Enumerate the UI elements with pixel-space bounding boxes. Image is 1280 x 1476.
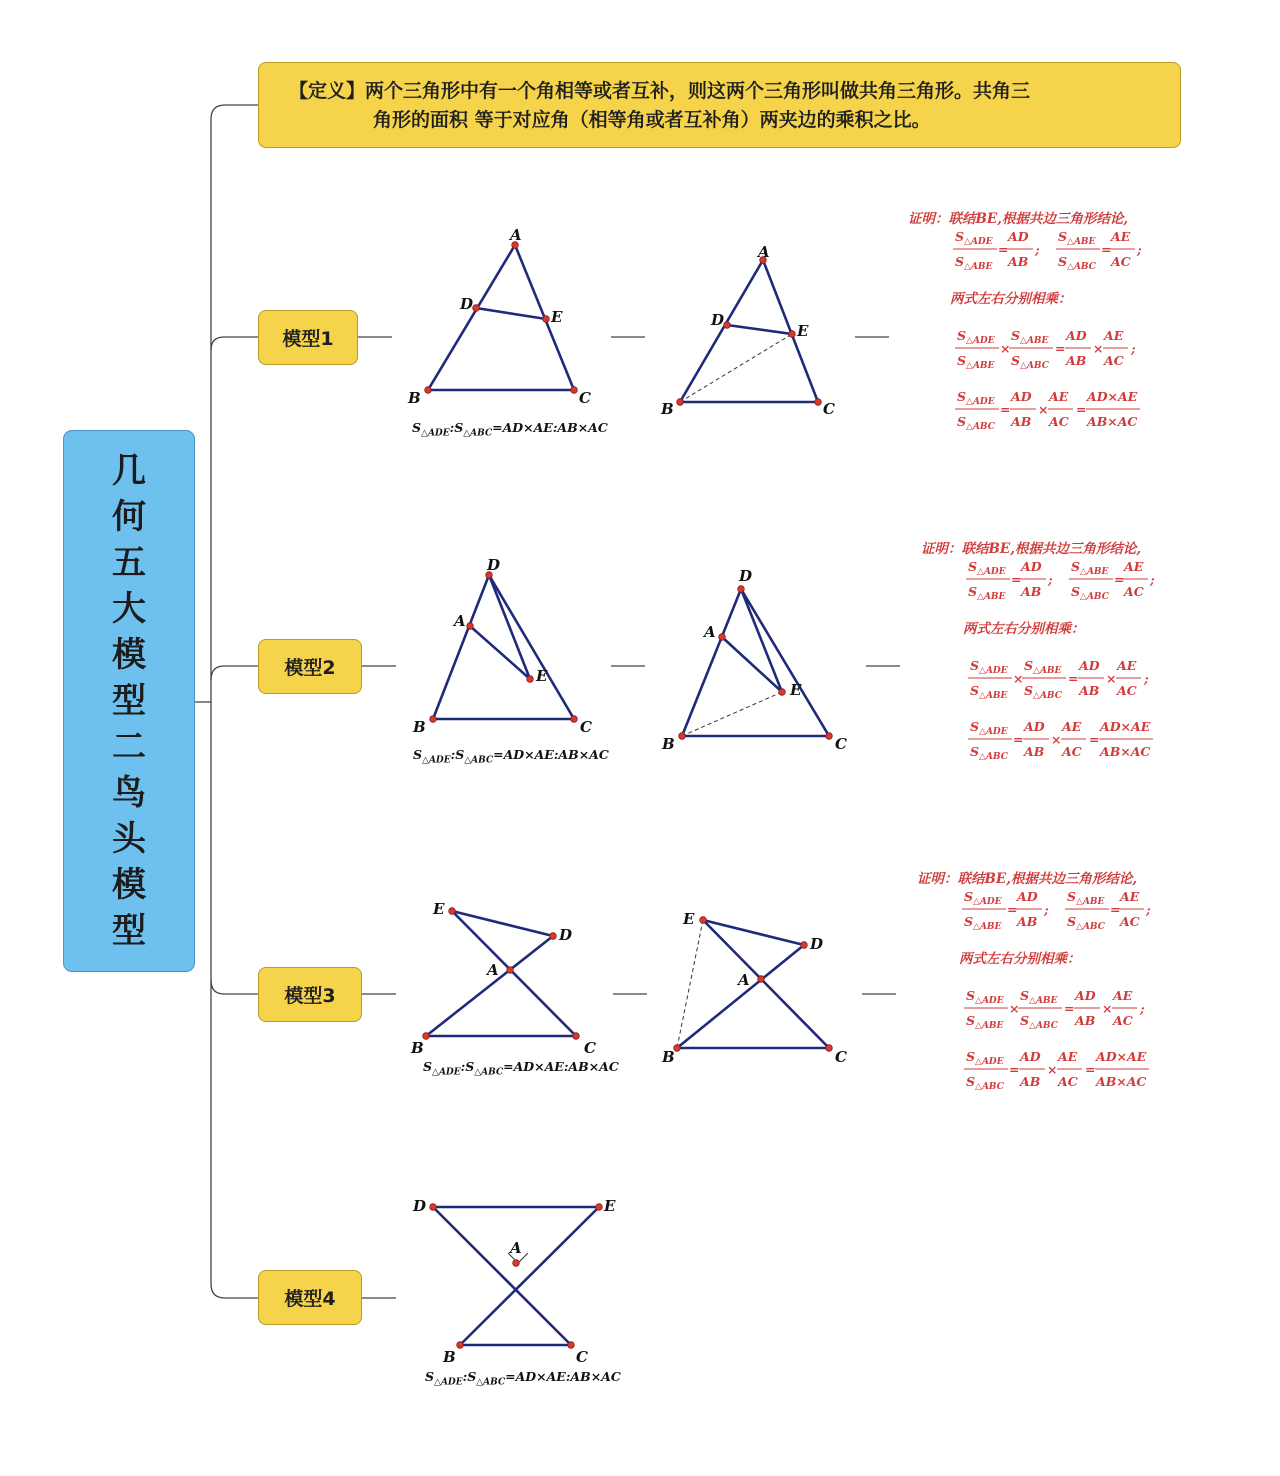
svg-text:S△ABE: $S_{\triangle ABE}$: [964, 914, 1002, 932]
svg-text:×: ×: [1102, 1001, 1113, 1016]
svg-text:S△ADE: $S_{\triangle ADE}$: [955, 229, 993, 247]
root-char: 型: [112, 911, 146, 951]
svg-text:AB: AB: [1020, 1074, 1041, 1089]
proof-intro: 证明：联结BE,根据共边三角形结论,: [921, 541, 1142, 557]
svg-text:=: =: [1114, 572, 1125, 587]
point-label: A: [758, 243, 770, 261]
svg-text:=: =: [1110, 902, 1121, 917]
svg-text:AB×AC: AB×AC: [1087, 414, 1138, 429]
svg-text:AD: AD: [1075, 988, 1096, 1003]
point-label: B: [443, 1348, 456, 1366]
svg-text:S△ABE: $S_{\triangle ABE}$: [1020, 988, 1058, 1006]
point-label: A: [510, 1239, 522, 1257]
svg-text:AB: AB: [1066, 353, 1087, 368]
root-topic[interactable]: [63, 430, 195, 972]
svg-text:AD: AD: [1017, 889, 1038, 904]
svg-text:S△ABE: $S_{\triangle ABE}$: [1058, 229, 1096, 247]
svg-text:=: =: [998, 242, 1009, 257]
svg-text:S△ADE: $S_{\triangle ADE}$: [957, 328, 995, 346]
model-2-node[interactable]: [258, 639, 362, 694]
model-1-formula: $S_{\triangle ADE}:S_{\triangle ABC}=AD\times AE:AB\times AC$: [412, 420, 608, 439]
point-label: C: [823, 400, 835, 418]
svg-text:×: ×: [1009, 1001, 1020, 1016]
point-label: E: [797, 322, 809, 340]
svg-text:S△ABE: $S_{\triangle ABE}$: [1067, 889, 1105, 907]
point-label: D: [559, 926, 573, 944]
point-label: D: [487, 556, 501, 574]
svg-text:AD: AD: [1021, 559, 1042, 574]
svg-text:S△ABC: $S_{\triangle ABC}$: [1067, 914, 1105, 932]
point-label: C: [580, 718, 592, 736]
point-label: B: [662, 735, 675, 753]
svg-text:×: ×: [1093, 341, 1104, 356]
svg-text:S△ABC: $S_{\triangle ABC}$: [970, 744, 1008, 762]
svg-text:S△ADE: $S_{\triangle ADE}$: [964, 889, 1002, 907]
proof-intro: 证明：联结BE,根据共边三角形结论,: [917, 871, 1138, 887]
svg-text:AD: AD: [1008, 229, 1029, 244]
point-label: E: [790, 681, 802, 699]
svg-text:=: =: [1068, 671, 1079, 686]
svg-text:S△ABE: $S_{\triangle ABE}$: [1011, 328, 1049, 346]
point-label: E: [683, 910, 695, 928]
svg-text:S△ADE: $S_{\triangle ADE}$: [966, 1049, 1004, 1067]
svg-text:S△ADE: $S_{\triangle ADE}$: [966, 988, 1004, 1006]
model-4-formula: $S_{\triangle ADE}:S_{\triangle ABC}=AD\times AE:AB\times AC$: [425, 1369, 621, 1388]
definition-topic[interactable]: [258, 62, 1181, 148]
model-4-node[interactable]: [258, 1270, 362, 1325]
svg-text:S△ABE: $S_{\triangle ABE}$: [1071, 559, 1109, 577]
svg-text:×: ×: [1106, 671, 1117, 686]
svg-text:=: =: [1009, 1062, 1020, 1077]
root-char: 型: [112, 681, 146, 721]
svg-text:AB: AB: [1024, 744, 1045, 759]
svg-text:AC: AC: [1117, 683, 1137, 698]
svg-text:S△ABC: $S_{\triangle ABC}$: [957, 414, 995, 432]
model-3-node[interactable]: [258, 967, 362, 1022]
svg-text:;: ;: [1146, 902, 1151, 917]
root-char: 模: [112, 865, 146, 905]
svg-text:=: =: [1089, 732, 1100, 747]
svg-text:;: ;: [1044, 902, 1049, 917]
model-2-figure: [400, 555, 610, 740]
svg-text:AE: AE: [1062, 719, 1082, 734]
svg-text:AD: AD: [1079, 658, 1100, 673]
svg-text:AB×AC: AB×AC: [1096, 1074, 1147, 1089]
model-2-figure-proof: [655, 565, 865, 755]
model-label: 模型4: [284, 1288, 336, 1310]
svg-text:=: =: [1013, 732, 1024, 747]
svg-text:AD×AE: AD×AE: [1100, 719, 1151, 734]
svg-text:AC: AC: [1104, 353, 1124, 368]
svg-text:AD: AD: [1066, 328, 1087, 343]
point-label: E: [536, 667, 548, 685]
point-label: B: [408, 389, 421, 407]
root-char: 二: [112, 727, 146, 767]
svg-text:AB: AB: [1021, 584, 1042, 599]
root-char: 几: [112, 451, 146, 491]
root-char: 模: [112, 635, 146, 675]
point-label: D: [711, 311, 725, 329]
svg-text:S△ABE: $S_{\triangle ABE}$: [957, 353, 995, 371]
svg-text:S△ABC: $S_{\triangle ABC}$: [1011, 353, 1049, 371]
point-label: A: [487, 961, 499, 979]
svg-text:S△ABE: $S_{\triangle ABE}$: [970, 683, 1008, 701]
svg-text:;: ;: [1048, 572, 1053, 587]
model-label: 模型2: [284, 657, 336, 679]
root-char: 头: [112, 819, 146, 859]
model-2-formula: $S_{\triangle ADE}:S_{\triangle ABC}=AD\times AE:AB\times AC$: [413, 747, 609, 766]
svg-text:S△ABC: $S_{\triangle ABC}$: [1058, 254, 1096, 272]
definition-line-1: 【定义】两个三角形中有一个角相等或者互补，则这两个三角形叫做共角三角形。共角三: [289, 80, 1031, 102]
point-label: C: [835, 735, 847, 753]
model-3-formula: $S_{\triangle ADE}:S_{\triangle ABC}=AD\times AE:AB\times AC$: [423, 1059, 619, 1078]
svg-text:AC: AC: [1120, 914, 1140, 929]
svg-text:S△ADE: $S_{\triangle ADE}$: [957, 389, 995, 407]
point-label: B: [662, 1048, 675, 1066]
model-label: 模型1: [282, 328, 334, 350]
model-2-proof: [918, 535, 1178, 765]
point-label: C: [576, 1348, 588, 1366]
svg-text:×: ×: [1047, 1062, 1058, 1077]
svg-text:AC: AC: [1062, 744, 1082, 759]
svg-text:×: ×: [1051, 732, 1062, 747]
svg-text:;: ;: [1035, 242, 1040, 257]
svg-text:AC: AC: [1058, 1074, 1078, 1089]
point-label: E: [433, 900, 445, 918]
svg-text:S△ADE: $S_{\triangle ADE}$: [970, 658, 1008, 676]
model-label: 模型3: [284, 985, 336, 1007]
svg-text:S△ABE: $S_{\triangle ABE}$: [966, 1013, 1004, 1031]
svg-text:AB×AC: AB×AC: [1100, 744, 1151, 759]
proof-step: 两式左右分别相乘：: [959, 951, 1081, 967]
point-label: A: [454, 612, 466, 630]
root-char: 何: [112, 497, 146, 537]
svg-text:;: ;: [1131, 341, 1136, 356]
svg-text:AD×AE: AD×AE: [1087, 389, 1138, 404]
svg-text:AE: AE: [1104, 328, 1124, 343]
point-label: A: [738, 971, 750, 989]
svg-text:AB: AB: [1011, 414, 1032, 429]
svg-text:=: =: [1011, 572, 1022, 587]
svg-text:×: ×: [1038, 402, 1049, 417]
svg-text:AD: AD: [1024, 719, 1045, 734]
model-1-figure: [400, 222, 610, 412]
svg-text:;: ;: [1140, 1001, 1145, 1016]
point-label: E: [551, 308, 563, 326]
point-label: C: [835, 1048, 847, 1066]
svg-text:AC: AC: [1111, 254, 1131, 269]
point-label: D: [460, 295, 474, 313]
svg-text:;: ;: [1137, 242, 1142, 257]
definition-line-2: 角形的面积 等于对应角（相等角或者互补角）两夹边的乘积之比。: [373, 109, 931, 131]
svg-text:=: =: [1007, 902, 1018, 917]
proof-intro: 证明：联结BE,根据共边三角形结论,: [908, 211, 1129, 227]
svg-text:AB: AB: [1008, 254, 1029, 269]
svg-text:=: =: [1085, 1062, 1096, 1077]
svg-text:AC: AC: [1124, 584, 1144, 599]
svg-text:AD: AD: [1011, 389, 1032, 404]
svg-text:S△ABC: $S_{\triangle ABC}$: [966, 1074, 1004, 1092]
proof-step: 两式左右分别相乘：: [963, 621, 1085, 637]
svg-text:=: =: [1076, 402, 1087, 417]
model-3-proof: [914, 865, 1174, 1095]
svg-text:;: ;: [1150, 572, 1155, 587]
model-1-figure-proof: [655, 240, 855, 420]
model-3-figure-proof: [655, 900, 865, 1070]
point-label: A: [510, 226, 522, 244]
point-label: E: [604, 1197, 616, 1215]
point-label: B: [661, 400, 674, 418]
svg-text:;: ;: [1144, 671, 1149, 686]
svg-text:AB: AB: [1079, 683, 1100, 698]
svg-text:AE: AE: [1120, 889, 1140, 904]
point-label: D: [413, 1197, 427, 1215]
svg-text:AC: AC: [1113, 1013, 1133, 1028]
point-label: A: [704, 623, 716, 641]
svg-text:=: =: [1055, 341, 1066, 356]
svg-text:S△ABC: $S_{\triangle ABC}$: [1020, 1013, 1058, 1031]
svg-text:AC: AC: [1049, 414, 1069, 429]
point-label: D: [810, 935, 824, 953]
svg-text:=: =: [1101, 242, 1112, 257]
proof-step: 两式左右分别相乘：: [950, 291, 1072, 307]
root-char: 大: [112, 589, 146, 629]
point-label: B: [413, 718, 426, 736]
svg-text:AE: AE: [1111, 229, 1131, 244]
svg-text:AD×AE: AD×AE: [1096, 1049, 1147, 1064]
svg-text:×: ×: [1000, 341, 1011, 356]
model-1-node[interactable]: [258, 310, 358, 365]
root-char: 鸟: [112, 773, 146, 813]
svg-text:AE: AE: [1124, 559, 1144, 574]
svg-text:S△ADE: $S_{\triangle ADE}$: [968, 559, 1006, 577]
point-label: C: [584, 1039, 596, 1057]
svg-text:S△ABE: $S_{\triangle ABE}$: [968, 584, 1006, 602]
svg-text:S△ABC: $S_{\triangle ABC}$: [1071, 584, 1109, 602]
svg-text:=: =: [1064, 1001, 1075, 1016]
svg-text:S△ADE: $S_{\triangle ADE}$: [970, 719, 1008, 737]
model-3-figure: [400, 892, 610, 1062]
root-char: 五: [112, 543, 146, 583]
svg-text:AB: AB: [1017, 914, 1038, 929]
svg-text:S△ABE: $S_{\triangle ABE}$: [955, 254, 993, 272]
svg-text:AD: AD: [1020, 1049, 1041, 1064]
svg-text:S△ABC: $S_{\triangle ABC}$: [1024, 683, 1062, 701]
svg-text:AE: AE: [1117, 658, 1137, 673]
model-1-proof: [905, 205, 1165, 435]
svg-text:AE: AE: [1058, 1049, 1078, 1064]
point-label: D: [739, 567, 753, 585]
svg-text:=: =: [1000, 402, 1011, 417]
svg-text:AB: AB: [1075, 1013, 1096, 1028]
svg-text:×: ×: [1013, 671, 1024, 686]
point-label: B: [411, 1039, 424, 1057]
point-label: C: [579, 389, 591, 407]
svg-text:S△ABE: $S_{\triangle ABE}$: [1024, 658, 1062, 676]
model-4-figure: [400, 1188, 625, 1368]
svg-text:AE: AE: [1049, 389, 1069, 404]
svg-text:AE: AE: [1113, 988, 1133, 1003]
